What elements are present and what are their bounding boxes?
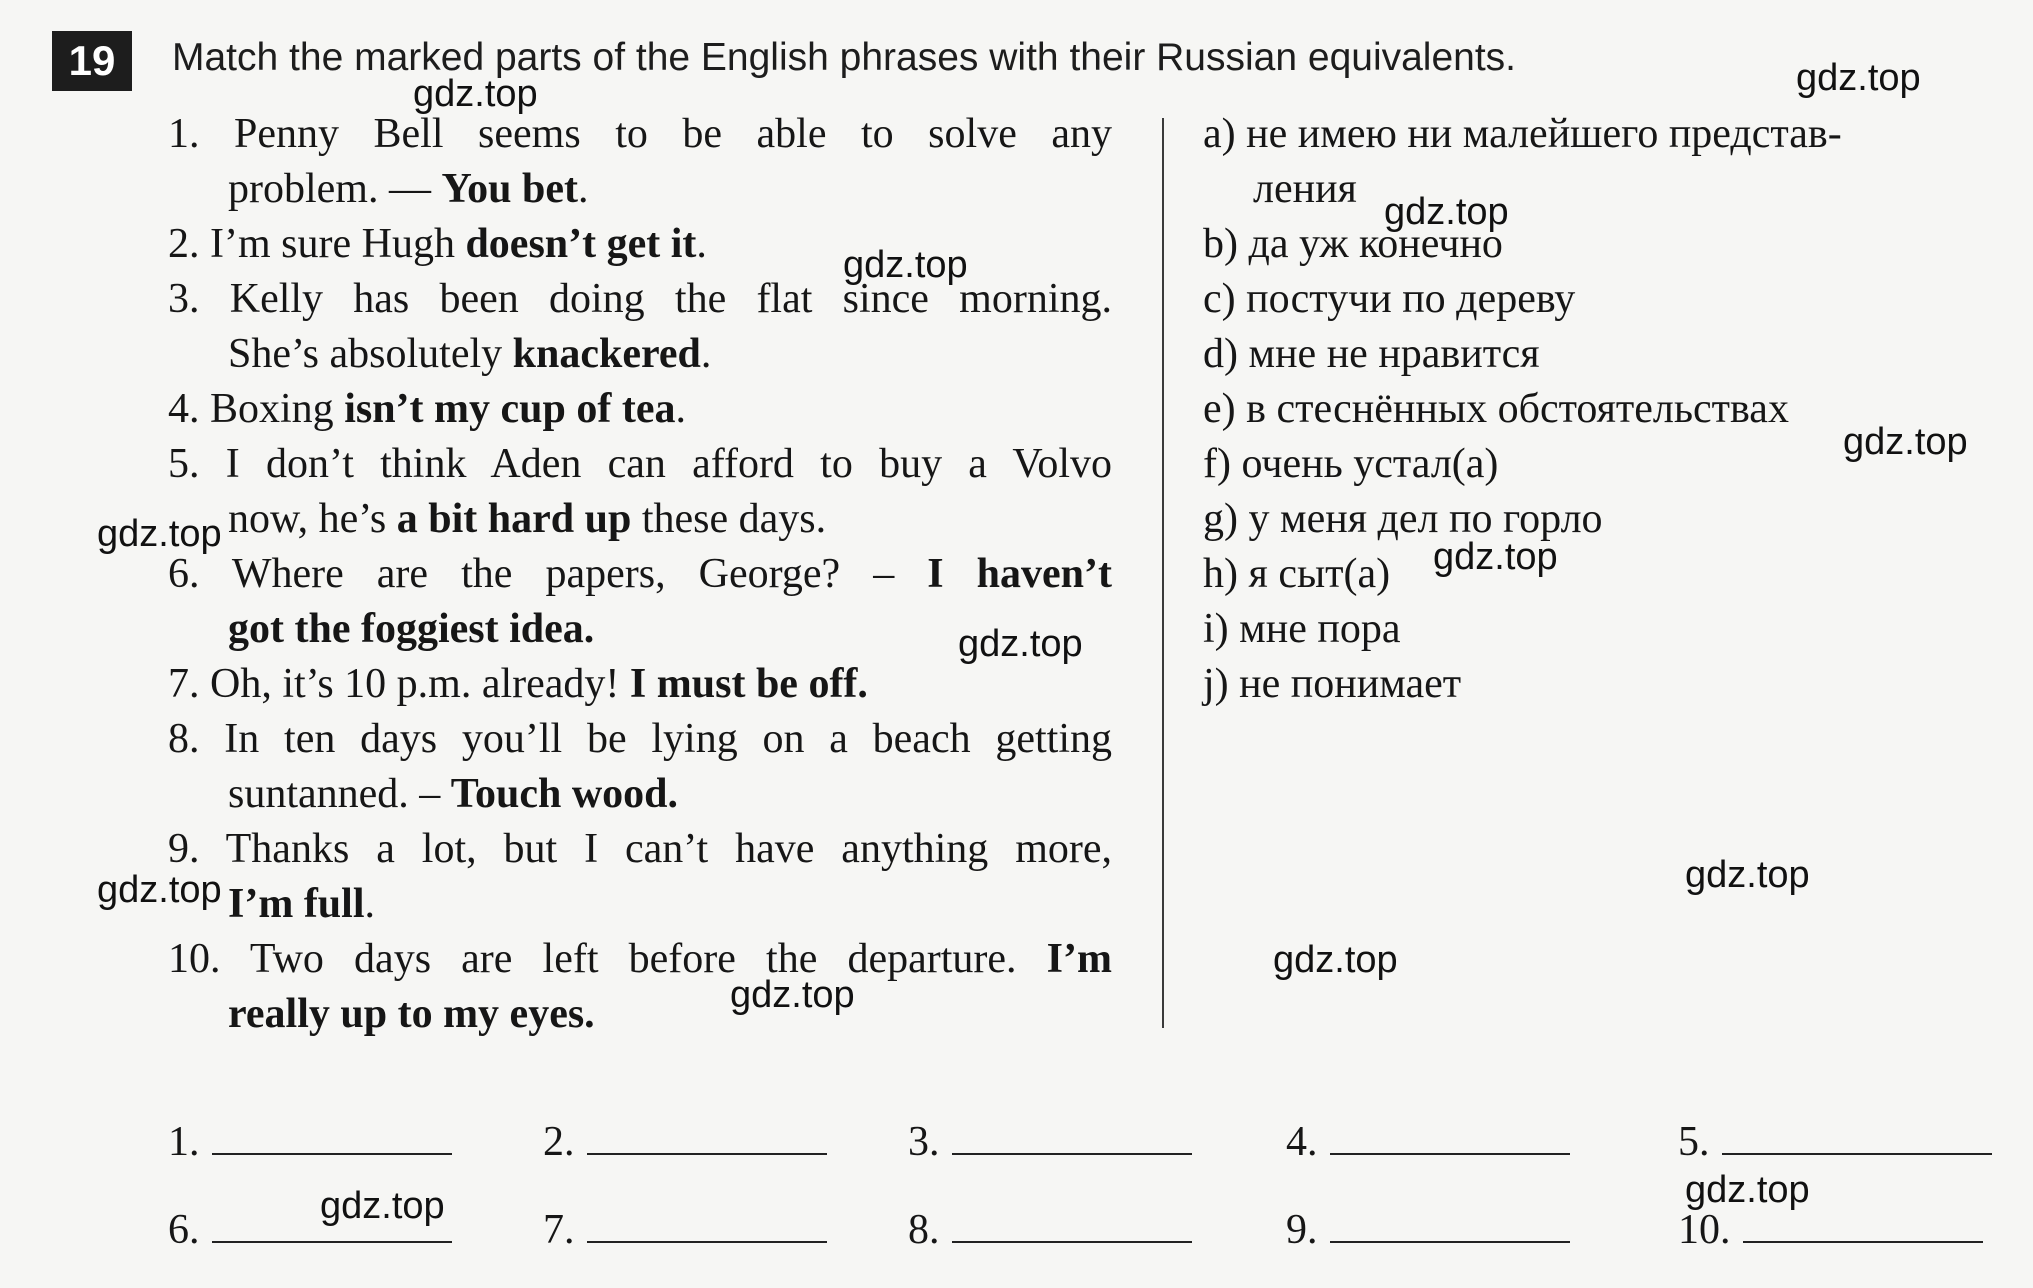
- watermark: gdz.top: [1796, 57, 1921, 99]
- watermark: gdz.top: [97, 869, 222, 911]
- marked-phrase: knackered: [512, 331, 701, 377]
- option-item: b) да уж конечно: [1203, 221, 1503, 267]
- watermark: gdz.top: [1384, 191, 1509, 233]
- phrase-item: 3. Kelly has been doing the flat since morning. She’s absolutely knackered.: [168, 276, 1112, 377]
- option-item: j) не понимает: [1203, 661, 1462, 707]
- answer-line[interactable]: [587, 1221, 827, 1243]
- marked-phrase: I’m: [1046, 936, 1112, 982]
- watermark: gdz.top: [1273, 939, 1398, 981]
- english-phrases-column: [168, 107, 1112, 1042]
- phrase-item: 6. Where are the papers, George? – I haven’t got the foggiest idea.: [168, 551, 1112, 652]
- option-item: h) я сыт(а): [1203, 551, 1391, 597]
- watermark: gdz.top: [97, 513, 222, 555]
- answer-line[interactable]: [212, 1133, 452, 1155]
- column-divider: [1162, 118, 1164, 1028]
- answer-slot: 6.: [168, 1200, 452, 1260]
- phrase-item: 7. Oh, it’s 10 p.m. already! I must be off.: [168, 661, 868, 707]
- answer-slot: 4.: [1286, 1112, 1570, 1172]
- answer-slot: 7.: [543, 1200, 827, 1260]
- answer-slot: 8.: [908, 1200, 1192, 1260]
- marked-phrase: doesn’t get it: [465, 221, 697, 267]
- answer-line[interactable]: [952, 1221, 1192, 1243]
- answer-slot: 10.: [1678, 1200, 1983, 1260]
- option-item: f) очень устал(а): [1203, 441, 1499, 487]
- watermark: gdz.top: [958, 623, 1083, 665]
- answer-line[interactable]: [952, 1133, 1192, 1155]
- marked-phrase: isn’t my cup of tea: [344, 386, 676, 432]
- option-item: c) постучи по дереву: [1203, 276, 1576, 322]
- phrase-item: 9. Thanks a lot, but I can’t have anything more, I’m full.: [168, 826, 1112, 927]
- marked-phrase: I’m full: [228, 881, 365, 927]
- answer-slot: 2.: [543, 1112, 827, 1172]
- option-item: g) у меня дел по горло: [1203, 496, 1603, 542]
- option-item: e) в стеснённых обстоятельствах: [1203, 386, 1789, 432]
- watermark: gdz.top: [843, 244, 968, 286]
- exercise-number-badge: 19: [52, 31, 132, 91]
- phrase-item: 4. Boxing isn’t my cup of tea.: [168, 386, 686, 432]
- watermark: gdz.top: [1843, 421, 1968, 463]
- marked-phrase: I must be off.: [629, 661, 868, 707]
- answer-slot: 9.: [1286, 1200, 1570, 1260]
- phrase-item: 5. I don’t think Aden can afford to buy a Volvo now, he’s a bit hard up these days.: [168, 441, 1113, 542]
- watermark: gdz.top: [320, 1185, 445, 1227]
- watermark: gdz.top: [1433, 536, 1558, 578]
- answer-line[interactable]: [1743, 1221, 1983, 1243]
- marked-phrase: I haven’t: [927, 551, 1112, 597]
- answer-slot: 5.: [1678, 1112, 1992, 1172]
- answer-slot: 1.: [168, 1112, 452, 1172]
- phrase-item: 8. In ten days you’ll be lying on a beach getting suntanned. – Touch wood.: [168, 716, 1113, 817]
- watermark: gdz.top: [730, 974, 855, 1016]
- answer-slot: 3.: [908, 1112, 1192, 1172]
- answer-line[interactable]: [1330, 1221, 1570, 1243]
- marked-phrase: got the foggiest idea.: [228, 606, 595, 652]
- option-item: i) мне пора: [1203, 606, 1401, 652]
- option-item: a) не имею ни малейшего представ- ления: [1203, 111, 1842, 212]
- russian-equivalents-column: [1203, 107, 2003, 712]
- answer-line[interactable]: [1722, 1133, 1992, 1155]
- marked-phrase: You bet: [441, 166, 578, 212]
- option-item: d) мне не нравится: [1203, 331, 1540, 377]
- watermark: gdz.top: [1685, 854, 1810, 896]
- phrase-item: 1. Penny Bell seems to be able to solve any problem. — You bet.: [168, 111, 1112, 212]
- watermark: gdz.top: [1685, 1169, 1810, 1211]
- answer-line[interactable]: [1330, 1133, 1570, 1155]
- watermark: gdz.top: [413, 73, 538, 115]
- exercise-instruction: Match the marked parts of the English phrases with their Russian equivalents.: [172, 36, 1517, 79]
- phrase-item: 2. I’m sure Hugh doesn’t get it.: [168, 221, 707, 267]
- phrase-item: 10. Two days are left before the departure. I’m really up to my eyes.: [168, 936, 1112, 1037]
- answer-line[interactable]: [587, 1133, 827, 1155]
- marked-phrase: a bit hard up: [396, 496, 632, 542]
- marked-phrase: really up to my eyes.: [228, 991, 595, 1037]
- marked-phrase: Touch wood.: [450, 771, 679, 817]
